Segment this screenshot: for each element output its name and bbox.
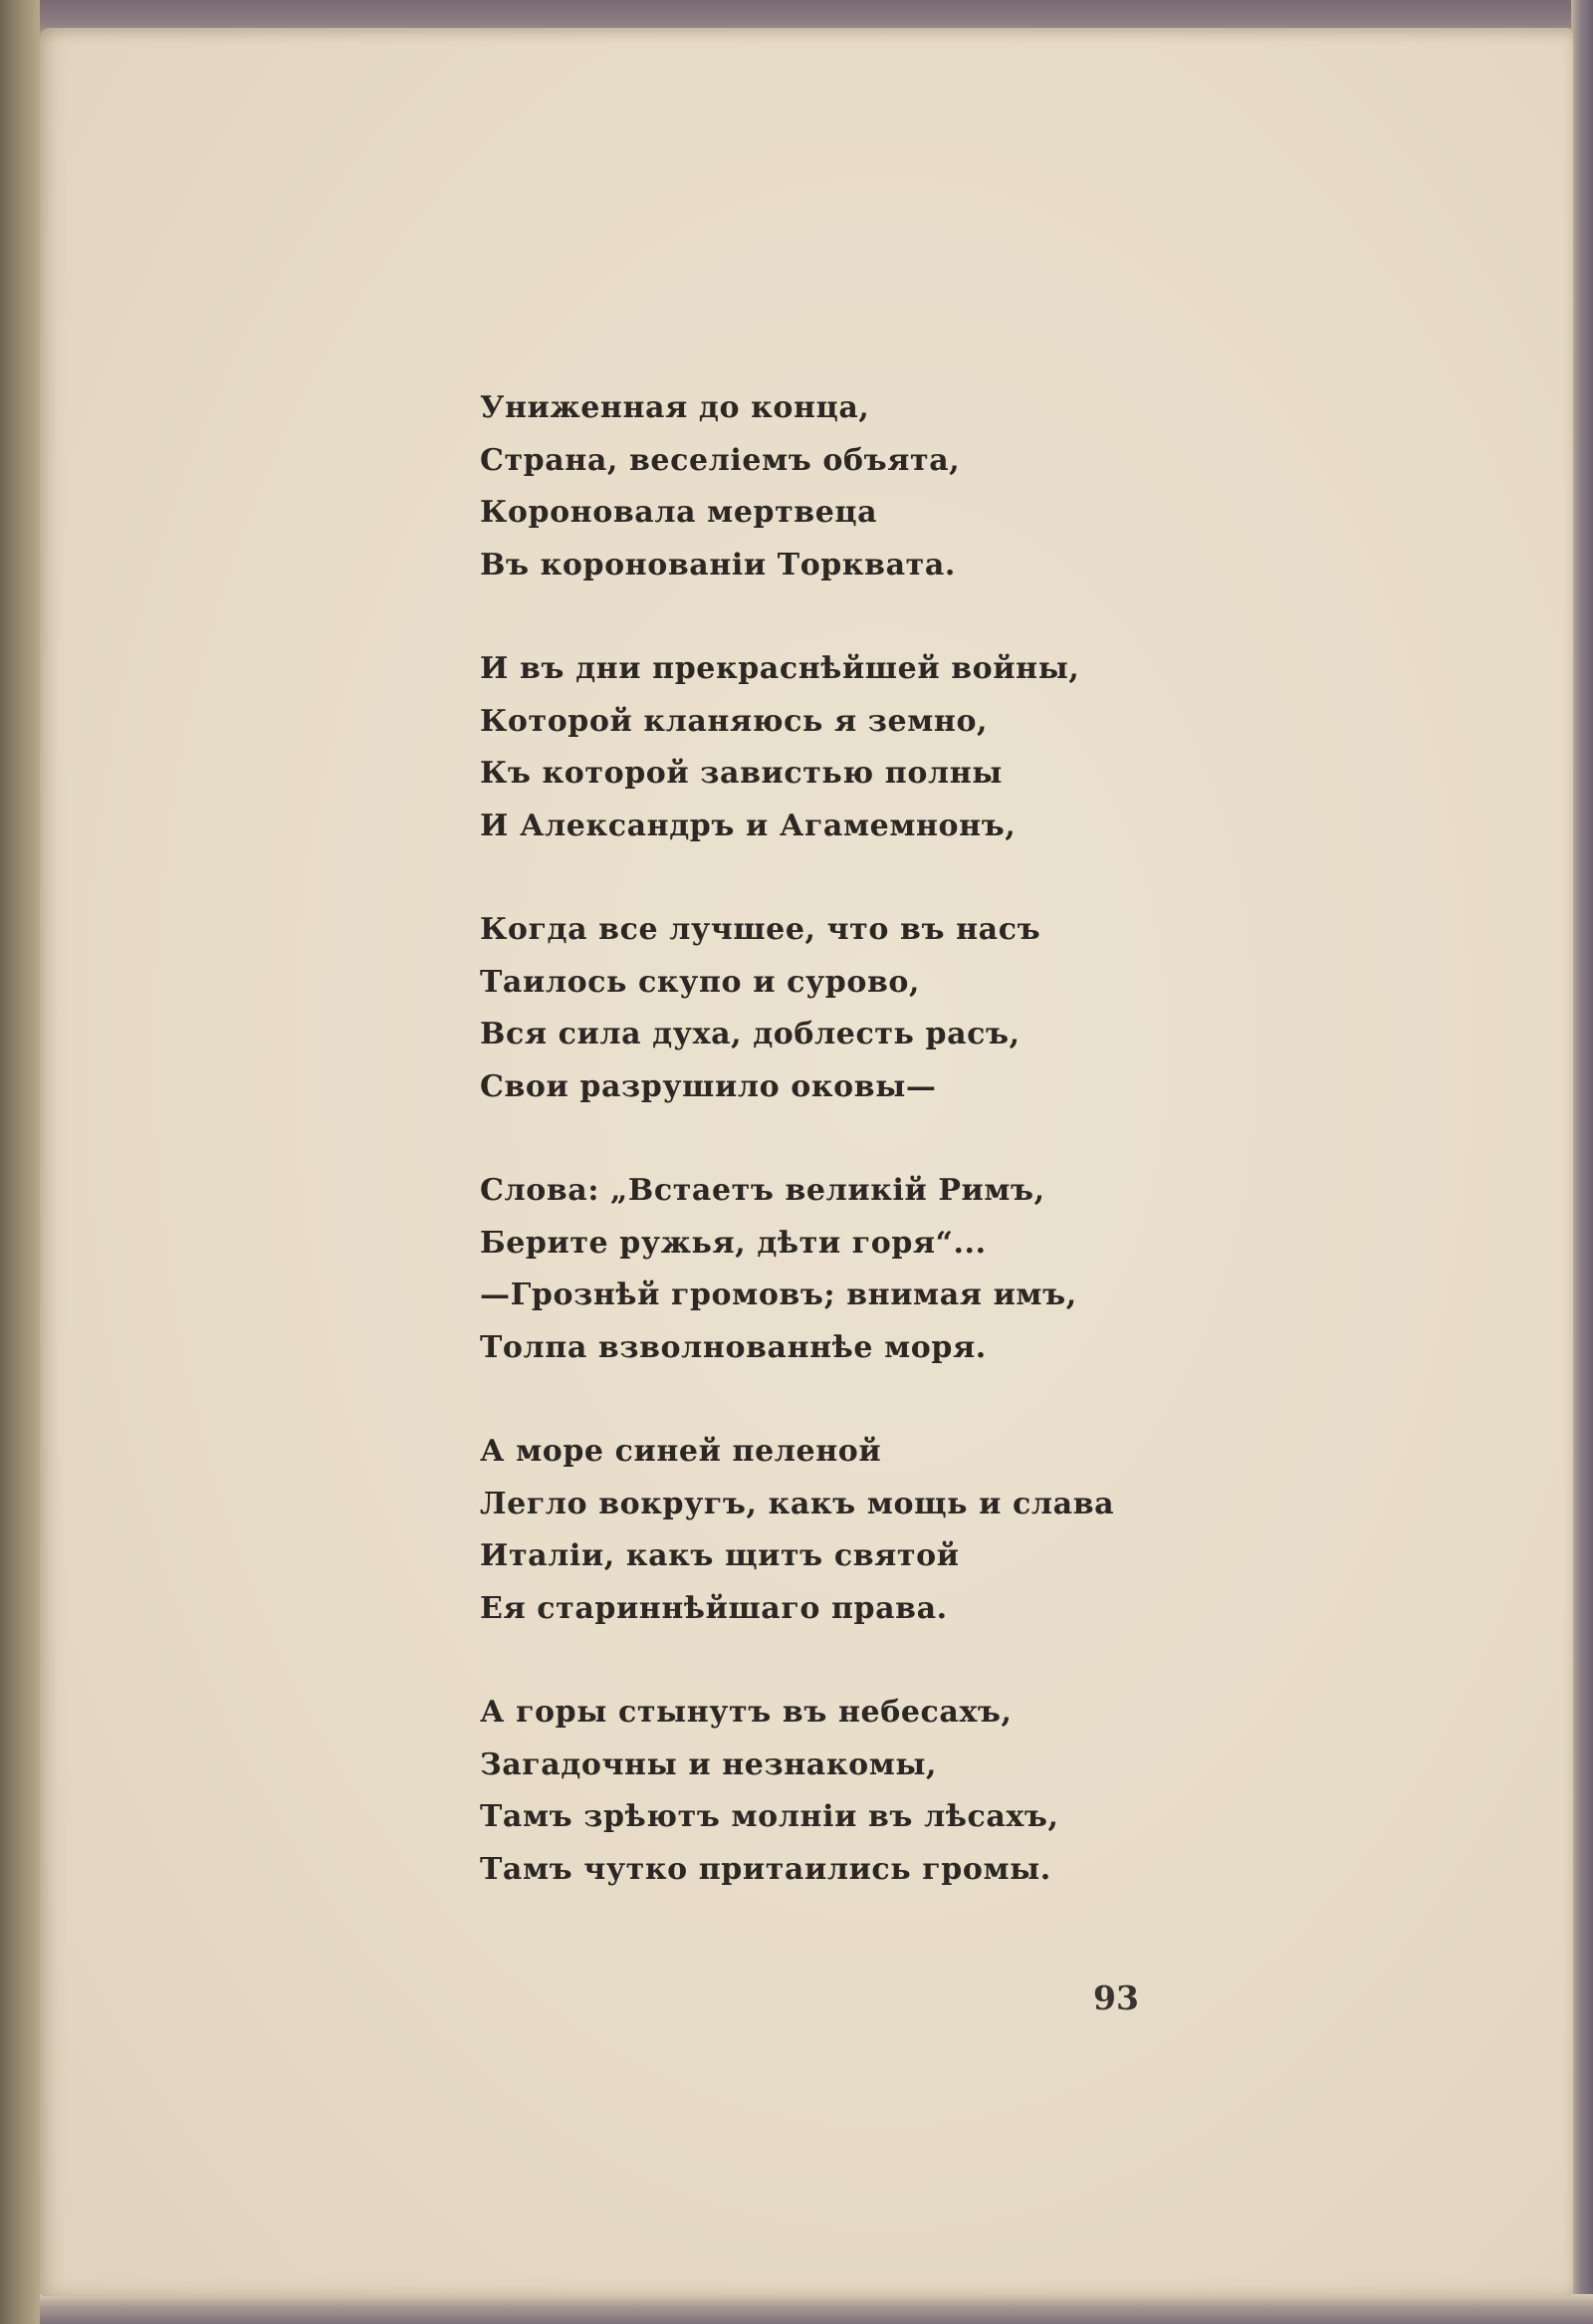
- poem-line: Которой кланяюсь я земно,: [480, 703, 989, 739]
- poem-line: Тамъ зрѣютъ молніи въ лѣсахъ,: [480, 1799, 1059, 1834]
- poem-line: Къ которой завистью полны: [480, 756, 1003, 791]
- poem-line: Свои разрушило оковы—: [480, 1068, 937, 1104]
- book-cover-right-edge: [1571, 0, 1593, 2324]
- stanza-5: [480, 1426, 1177, 1635]
- poem-line: Тамъ чутко притаились громы.: [480, 1851, 1051, 1887]
- stanza-1: [480, 382, 1177, 591]
- poem-line: —Грознѣй громовъ; внимая имъ,: [480, 1278, 1077, 1312]
- poem-line: И въ дни прекраснѣйшей войны,: [480, 651, 1080, 686]
- stanza-4: [480, 1165, 1177, 1374]
- book-page: [40, 28, 1573, 2296]
- poem-line: Загадочны и незнакомы,: [480, 1746, 938, 1782]
- book-cover-bottom-edge: [0, 2294, 1593, 2324]
- poem-line: Униженная до конца,: [480, 390, 870, 425]
- poem: [480, 382, 1177, 1948]
- poem-line: Ея стариннѣйшаго права.: [480, 1590, 948, 1626]
- poem-line: Легло вокругъ, какъ мощь и слава: [480, 1486, 1115, 1521]
- stanza-2: [480, 643, 1177, 852]
- poem-line: Италіи, какъ щитъ святой: [480, 1538, 960, 1573]
- poem-line: Въ коронованіи Торквата.: [480, 547, 956, 582]
- poem-line: Берите ружья, дѣти горя“...: [480, 1225, 987, 1261]
- stanza-3: [480, 904, 1177, 1113]
- poem-line: А море синей пеленой: [480, 1434, 882, 1469]
- poem-line: Короновала мертвеца: [480, 495, 878, 530]
- book-binding: [0, 0, 40, 2324]
- poem-line: Когда все лучшее, что въ насъ: [480, 912, 1041, 947]
- poem-line: Вся сила духа, доблесть расъ,: [480, 1017, 1021, 1051]
- poem-line: А горы стынутъ въ небесахъ,: [480, 1695, 1013, 1730]
- page-number: 93: [1093, 1978, 1139, 2017]
- poem-line: Страна, веселіемъ объята,: [480, 442, 961, 478]
- poem-line: И Александръ и Агамемнонъ,: [480, 808, 1017, 843]
- poem-line: Слова: „Встаетъ великій Римъ,: [480, 1173, 1045, 1208]
- poem-line: Толпа взволнованнѣе моря.: [480, 1329, 987, 1365]
- stanza-6: [480, 1687, 1177, 1896]
- poem-line: Таилось скупо и сурово,: [480, 964, 921, 1000]
